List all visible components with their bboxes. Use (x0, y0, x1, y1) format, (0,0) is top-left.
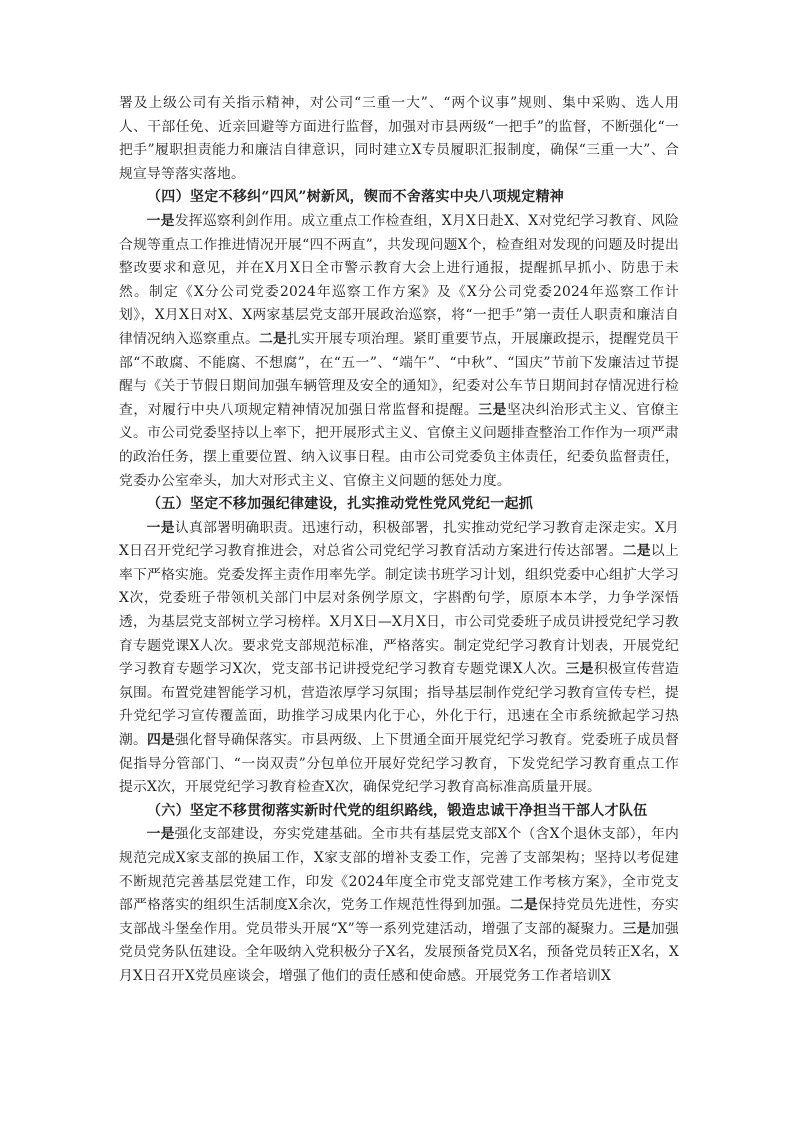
lead-marker: 四是 (147, 732, 175, 749)
paragraph-continued: 署及上级公司有关指示精神，对公司“三重一大”、“两个议事”规则、集中采购、选人用人、干部任免、近亲回避等方面进行监督，加强对市县两级“一把手”的监督，不断强化“一把手”履职担责能力和廉洁自律意识，同时建立X专员履职汇报制度，确保“三重一大”、合规宣导等落实落地。 (119, 95, 679, 182)
paragraph-text: 坚决纠治形式主义、官僚主义。市公司党委坚持以上率下，把开展形式主义、官僚主义问题排查整治工作作为一项严肃的政治任务，摆上重要位置、纳入议事日程。由市公司党委负主体责任，纪委负监督责任，党委办公室牵头，加大对形式主义、官僚主义问题的惩处力度。 (119, 401, 679, 489)
lead-marker: 三是 (478, 401, 507, 418)
paragraph-text: 发挥巡察利剑作用。成立重点工作检查组，X月X日赴X、X对党纪学习教育、风险合规等重点工作推进情况开展“四不两直”，共发现问题X个，检查组对发现的问题及时提出整改要求和意见，并在X月X日全市警示教育大会上进行通报，提醒抓早抓小、防患于未然。制定《X分公司党委2024年巡察工作方案》及《X分公司党委2024年巡察工作计划》，X月X日对X、X两家基层党支部开展政治巡察，将“一把手”第一责任人职责和廉洁自律情况纳入巡察重点。 (119, 212, 679, 347)
paragraph-text: 以上率下严格实施。党委发挥主责作用率先学。制定读书班学习计划，组织党委中心组扩大学习X次，党委班子带领机关部门中层对条例学原文，字斟酌句学，原原本本学，力争学深悟透，为基层党支部树立学习榜样。X月X日—X月X日，市公司党委班子成员讲授党纪学习教育专题党课X人次。要求党支部规范标准，严格落实。制定党纪学习教育计划表，开展党纪学习教育专题学习X次，党支部书记讲授党纪学习教育专题党课X人次。 (119, 543, 679, 678)
lead-marker: 三是 (622, 920, 651, 937)
paragraph-6-1 (119, 823, 679, 988)
document-body (119, 92, 679, 989)
paragraph-text: 保持党员先进性，夯实支部战斗堡垒作用。党员带头开展“X”等一系列党建活动，增强了支部的凝聚力。 (119, 897, 680, 937)
lead-marker: 二是 (509, 897, 539, 914)
section-heading-5: （五）坚定不移加强纪律建设，扎实推动党性党风党纪一起抓 (147, 496, 534, 513)
paragraph-text: 积极宣传营造氛围。布置党建智能学习机，营造浓厚学习氛围；指导基层制作党纪学习教育宣传专栏，提升党纪学习宣传覆盖面，助推学习成果内化于心，外化于行，迅速在全市系统掀起学习热潮。 (119, 661, 680, 749)
section-heading-4: （四）坚定不移纠“四风”树新风，锲而不舍落实中央八项规定精神 (147, 189, 565, 206)
lead-marker: 二是 (622, 543, 651, 560)
lead-marker: 二是 (259, 330, 287, 347)
paragraph-text: 强化督导确保落实。市县两级、上下贯通全面开展党纪学习教育。党委班子成员督促指导分管部门、“一岗双责”分包单位开展好党纪学习教育，下发党纪学习教育重点工作提示X次，开展党纪学习教育检查X次，确保党纪学习教育高标准高质量开展。 (119, 732, 679, 796)
lead-marker: 三是 (565, 661, 594, 678)
paragraph-text: 认真部署明确职责。迅速行动，积极部署，扎实推动党纪学习教育走深走实。X月X日召开党纪学习教育推进会，对总省公司党纪学习教育活动方案进行传达部署。 (119, 519, 679, 560)
paragraph-5-1 (119, 517, 679, 800)
lead-marker: 一是 (146, 826, 175, 843)
lead-marker: 一是 (146, 519, 175, 536)
lead-marker: 一是 (146, 212, 175, 229)
paragraph-text: 强化支部建设，夯实党建基础。全市共有基层党支部X个（含X个退休支部），年内规范完成X家支部的换届工作，X家支部的增补支委工作，完善了支部架构；坚持以考促建不断规范完善基层党建工作，印发《2024年度全市党支部党建工作考核方案》，全市党支部严格落实的组织生活制度X余次，党务工作规范性得到加强。 (119, 826, 679, 914)
section-heading-6: （六）坚定不移贯彻落实新时代党的组织路线，锻造忠诚干净担当干部人才队伍 (147, 802, 648, 819)
paragraph-text: 扎实开展专项治理。紧盯重要节点，开展廉政提示，提醒党员干部“不敢腐、不能腐、不想腐”，在“五一”、“端午”、“中秋”、“国庆”节前下发廉洁过节提醒与《关于节假日期间加强车辆管理及安全的通知》，纪委对公车节日期间封存情况进行检查，对履行中央八项规定精神情况加强日常监督和提醒。 (119, 330, 679, 418)
paragraph-text: 加强党员党务队伍建设。全年吸纳入党积极分子X名，发展预备党员X名，预备党员转正X名，X月X日召开X党员座谈会，增强了他们的责任感和使命感。开展党务工作者培训X (119, 920, 679, 984)
paragraph-4-1 (119, 210, 679, 493)
